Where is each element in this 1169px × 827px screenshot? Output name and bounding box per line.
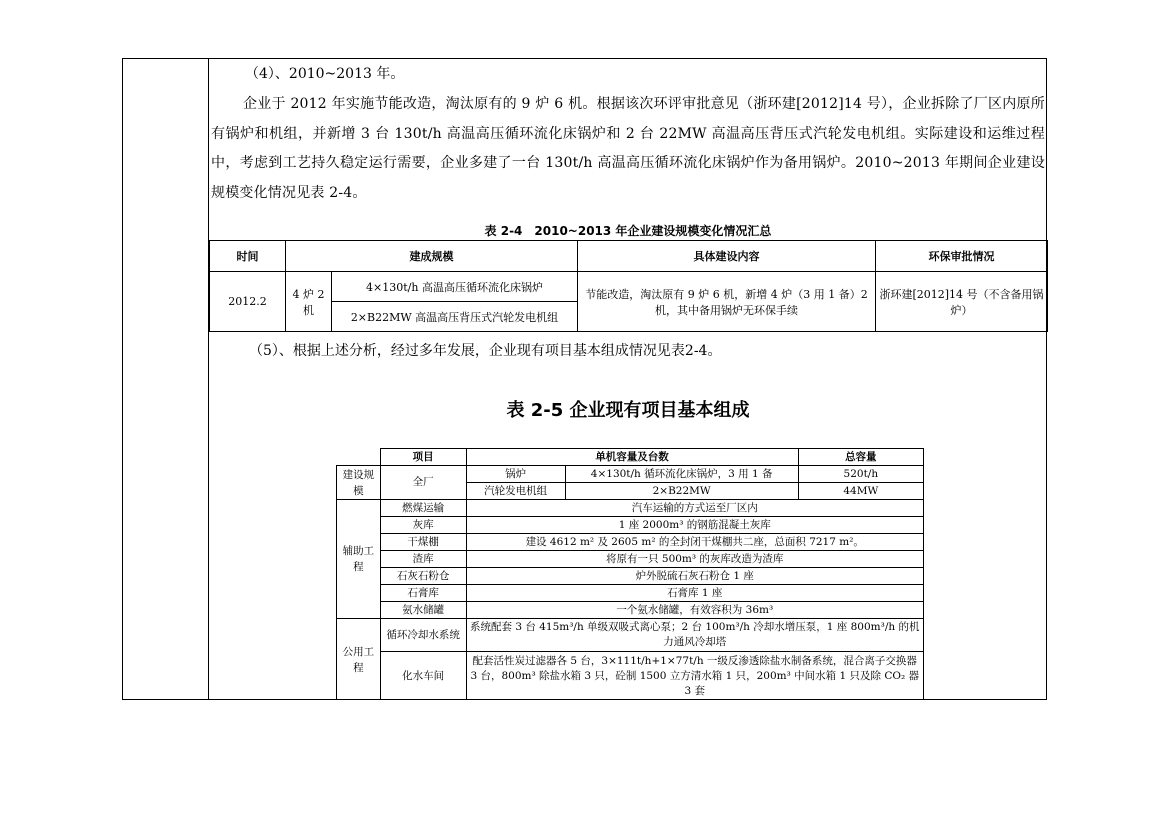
cell-desc: 石膏库 1 座 xyxy=(466,585,924,602)
cell-item: 锅炉 xyxy=(466,466,565,483)
cell-content: 节能改造，淘汰原有 9 炉 6 机，新增 4 炉（3 用 1 备）2 机，其中备用锅炉无环保手续 xyxy=(578,272,876,332)
cell-desc: 配套活性炭过滤器各 5 台，3×111t/h+1×77t/h 一级反渗透除盐水制备系统，混合离子交换器 3 台，800m³ 除盐水箱 3 只，砼制 1500 立方清水箱 1 只，200m³ 中间水箱 1 只及除 CO₂ 器 3 套 xyxy=(466,652,924,701)
group-utility: 公用工程 xyxy=(337,619,381,701)
cell-desc: 系统配套 3 台 415m³/h 单级双吸式离心泵；2 台 100m³/h 冷却水增压泵，1 座 800m³/h 的机力通风冷却塔 xyxy=(466,619,924,652)
cell-item: 循环冷却水系统 xyxy=(380,619,466,652)
cell-desc: 炉外脱硫石灰石粉仓 1 座 xyxy=(466,568,924,585)
group-auxiliary: 辅助工程 xyxy=(337,500,381,619)
cell-item: 石膏库 xyxy=(380,585,466,602)
header-total: 总容量 xyxy=(798,449,923,466)
cell-scale-group: 4 炉 2 机 xyxy=(286,272,332,332)
header-blank xyxy=(337,449,381,466)
cell-desc: 汽车运输的方式运至厂区内 xyxy=(466,500,924,517)
cell-item: 燃煤运输 xyxy=(380,500,466,517)
cell-spec: 2×B22MW xyxy=(565,483,798,500)
cell-desc: 将原有一只 500m³ 的灰库改造为渣库 xyxy=(466,551,924,568)
header-approval: 环保审批情况 xyxy=(876,241,1048,272)
cell-whole-plant: 全厂 xyxy=(380,466,466,500)
cell-total: 44MW xyxy=(798,483,923,500)
section-heading-4: （4）、2010~2013 年。 xyxy=(245,66,405,82)
body-paragraph: 企业于 2012 年实施节能改造，淘汰原有的 9 炉 6 机。根据该次环评审批意见（浙环建[2012]14 号），企业拆除了厂区内原所有锅炉和机组，并新增 3 台 130t/h 高温高压循环流化床锅炉和 2 台 22MW 高温高压背压式汽轮发电机组。实际建设和运维过程中，考虑到工艺持久稳定运行需要，企业多建了一台 130t/h 高温高压循环流化床锅炉作为备用锅炉。2010~2013 年期间企业建设规模变化情况见表 2-4。 xyxy=(211,96,1045,201)
cell-item: 干煤棚 xyxy=(380,534,466,551)
cell-approval: 浙环建[2012]14 号（不含备用锅炉） xyxy=(876,272,1048,332)
header-scale: 建成规模 xyxy=(286,241,578,272)
cell-scale-item: 4×130t/h 高温高压循环流化床锅炉 xyxy=(332,272,578,302)
cell-time: 2012.2 xyxy=(210,272,286,332)
cell-item: 汽轮发电机组 xyxy=(466,483,565,500)
cell-desc: 一个氨水储罐，有效容积为 36m³ xyxy=(466,602,924,619)
header-time: 时间 xyxy=(210,241,286,272)
table-2-5 xyxy=(336,448,924,700)
frame-divider xyxy=(208,58,209,700)
cell-total: 520t/h xyxy=(798,466,923,483)
cell-desc: 1 座 2000m³ 的钢筋混凝土灰库 xyxy=(466,517,924,534)
cell-item: 化水车间 xyxy=(380,652,466,701)
cell-desc: 建设 4612 m² 及 2605 m² 的全封闭干煤棚共二座，总面积 7217 m²。 xyxy=(466,534,924,551)
table-2-4 xyxy=(209,240,1048,332)
group-construction: 建设规模 xyxy=(337,466,381,500)
header-spec: 单机容量及台数 xyxy=(466,449,798,466)
section-heading-5: （5）、根据上述分析，经过多年发展，企业现有项目基本组成情况见表2-4。 xyxy=(249,343,722,359)
cell-scale-item: 2×B22MW 高温高压背压式汽轮发电机组 xyxy=(332,302,578,332)
cell-item: 渣库 xyxy=(380,551,466,568)
cell-item: 灰库 xyxy=(380,517,466,534)
cell-item: 氨水储罐 xyxy=(380,602,466,619)
cell-item: 石灰石粉仓 xyxy=(380,568,466,585)
table-2-5-caption: 表 2-5 企业现有项目基本组成 xyxy=(506,400,750,421)
header-item: 项目 xyxy=(380,449,466,466)
cell-spec: 4×130t/h 循环流化床锅炉，3 用 1 备 xyxy=(565,466,798,483)
table-2-4-caption: 表 2-4 2010~2013 年企业建设规模变化情况汇总 xyxy=(484,224,772,238)
header-content: 具体建设内容 xyxy=(578,241,876,272)
